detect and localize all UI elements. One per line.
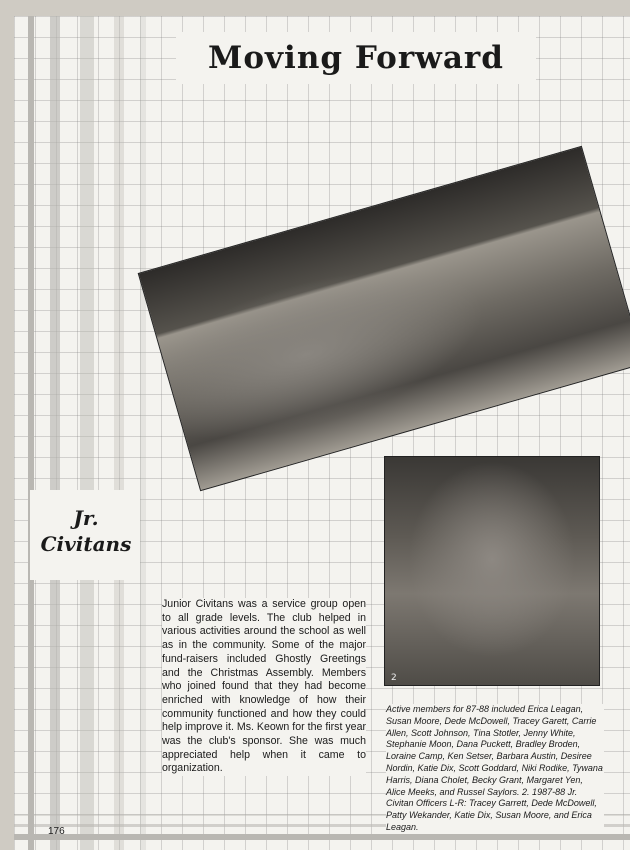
decorative-bar	[14, 834, 630, 840]
decorative-bar	[28, 16, 34, 850]
decorative-bar	[50, 16, 60, 850]
page-number: 176	[48, 826, 65, 837]
photo-number: 2	[391, 673, 397, 683]
page-title: Moving Forward	[176, 32, 536, 84]
club-name-line1: Jr.	[73, 506, 99, 530]
club-name-line2: Civitans	[40, 532, 132, 556]
club-name	[36, 505, 136, 557]
decorative-bar	[114, 16, 124, 850]
officers-photo	[384, 456, 600, 686]
body-text: Junior Civitans was a service group open to all grade levels. The club helped in various activities around the school as well as in the community. Some of the major fund-raisers included Ghostly Greetings and the Christmas Assembly. Members who joined found that they had become enriched with knowledge of how their community functioned and how they could help improve it. Ms. Keown for the first year was the club's sponsor. She was much appreciated help when it came to organization.	[162, 598, 366, 775]
decorative-bar	[80, 16, 94, 850]
decorative-bar	[140, 16, 146, 850]
photo-caption: Active members for 87-88 included Erica Leagan, Susan Moore, Dede McDowell, Tracey Garett, Carrie Allen, Scott Johnson, Tina Stotler, Jenny White, Stephanie Moon, Dana Puckett, Bradley Broden, Loraine Camp, Ken Setser, Barbara Austin, Desiree Nordin, Katie Dix, Scott Goddard, Niki Rodike, Tywana Harris, Diana Cholet, Becky Grant, Margaret Yen, Alice Meeks, and Russel Saylors. 2. 1987-88 Jr. Civitan Officers L-R: Tracey Garrett, Dede McDowell, Patty Wekander, Katie Dix, Susan Moore, and Erica Leagan.	[386, 704, 603, 832]
